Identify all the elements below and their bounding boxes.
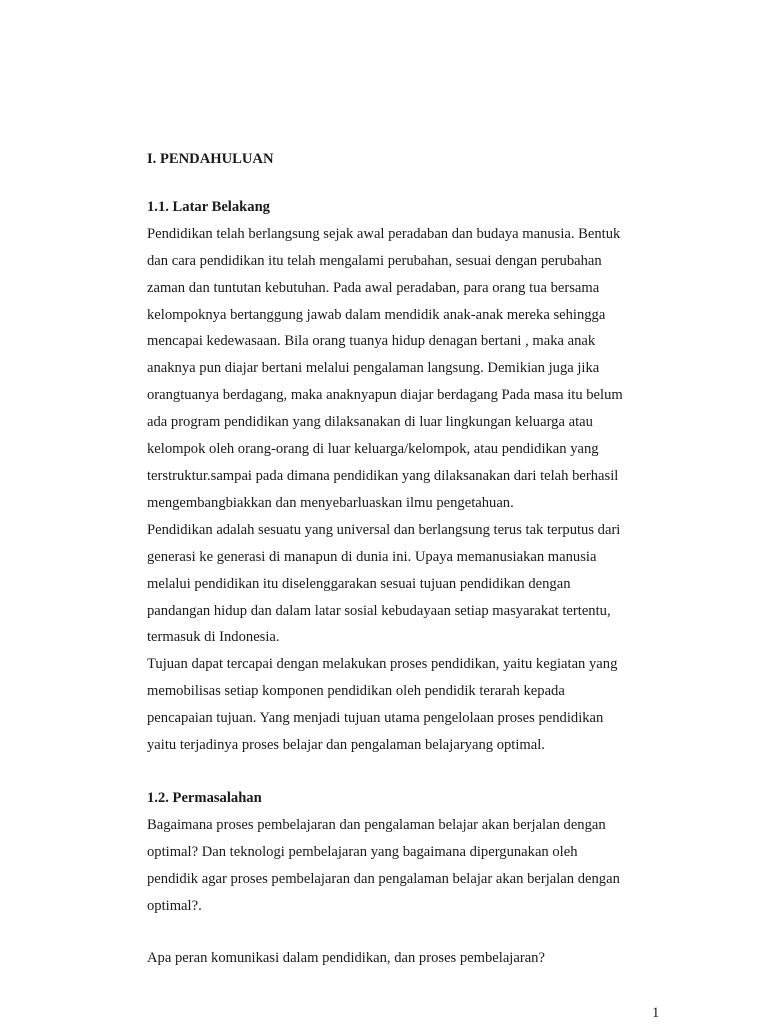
document-body — [147, 146, 659, 972]
paragraph-line: kelompoknya bertanggung jawab dalam mendidik anak-anak mereka sehingga — [147, 306, 606, 323]
main-heading: I. PENDAHULUAN — [147, 151, 274, 167]
section-title-latar-belakang: 1.1. Latar Belakang — [147, 198, 270, 215]
paragraph-line: optimal?. — [147, 897, 202, 914]
paragraph-line: generasi ke generasi di manapun di dunia ini. Upaya memanusiakan manusia — [147, 548, 597, 565]
paragraph-line: Pendidikan adalah sesuatu yang universal dan berlangsung terus tak terputus dari — [147, 521, 621, 538]
paragraph-line: yaitu terjadinya proses belajar dan pengalaman belajaryang optimal. — [147, 737, 545, 754]
paragraph-line: orangtuanya berdagang, maka anaknyapun diajar berdagang Pada masa itu belum — [147, 387, 623, 404]
paragraph-line: mencapai kedewasaan. Bila orang tuanya hidup denagan bertani , maka anak — [147, 333, 596, 350]
spacer — [147, 919, 659, 945]
spacer — [147, 759, 659, 785]
paragraph-line: kelompok oleh orang-orang di luar keluarga/kelompok, atau pendidikan yang — [147, 441, 599, 458]
paragraph-line: pandangan hidup dan dalam latar sosial kebudayaan setiap masyarakat tertentu, — [147, 602, 611, 619]
page-number: 1 — [652, 1005, 660, 1021]
paragraph-line: pendidik agar proses pembelajaran dan pengalaman belajar akan berjalan dengan — [147, 870, 620, 887]
spacer — [147, 173, 659, 194]
paragraph-line: mengembangbiakkan dan menyebarluaskan ilmu pengetahuan. — [147, 494, 514, 511]
paragraph-line: dan cara pendidikan itu telah mengalami perubahan, sesuai dengan perubahan — [147, 252, 602, 269]
paragraph-line: ada program pendidikan yang dilaksanakan di luar lingkungan keluarga atau — [147, 414, 593, 431]
paragraph-line: memobilisas setiap komponen pendidikan oleh pendidik terarah kepada — [147, 683, 565, 700]
section-body-permasalahan — [147, 812, 659, 920]
paragraph-line-question: Apa peran komunikasi dalam pendidikan, dan proses pembelajaran? — [147, 950, 545, 967]
paragraph-line: pencapaian tujuan. Yang menjadi tujuan utama pengelolaan proses pendidikan — [147, 710, 604, 727]
paragraph-line: optimal? Dan teknologi pembelajaran yang bagaimana dipergunakan oleh — [147, 843, 578, 860]
paragraph-line: Bagaimana proses pembelajaran dan pengalaman belajar akan berjalan dengan — [147, 816, 606, 833]
paragraph-line: termasuk di Indonesia. — [147, 629, 280, 646]
paragraph-line: Pendidikan telah berlangsung sejak awal peradaban dan budaya manusia. Bentuk — [147, 225, 621, 242]
paragraph-line: anaknya pun diajar bertani melalui pengalaman langsung. Demikian juga jika — [147, 360, 600, 377]
paragraph-line: terstruktur.sampai pada dimana pendidikan yang dilaksanakan dari telah berhasil — [147, 467, 619, 484]
paragraph-line: zaman dan tuntutan kebutuhan. Pada awal peradaban, para orang tua bersama — [147, 279, 600, 296]
section-body-latar-belakang — [147, 221, 659, 759]
paragraph-line: Tujuan dapat tercapai dengan melakukan proses pendidikan, yaitu kegiatan yang — [147, 656, 618, 673]
paragraph-line: melalui pendidikan itu diselenggarakan sesuai tujuan pendidikan dengan — [147, 575, 571, 592]
section-title-permasalahan: 1.2. Permasalahan — [147, 789, 262, 806]
